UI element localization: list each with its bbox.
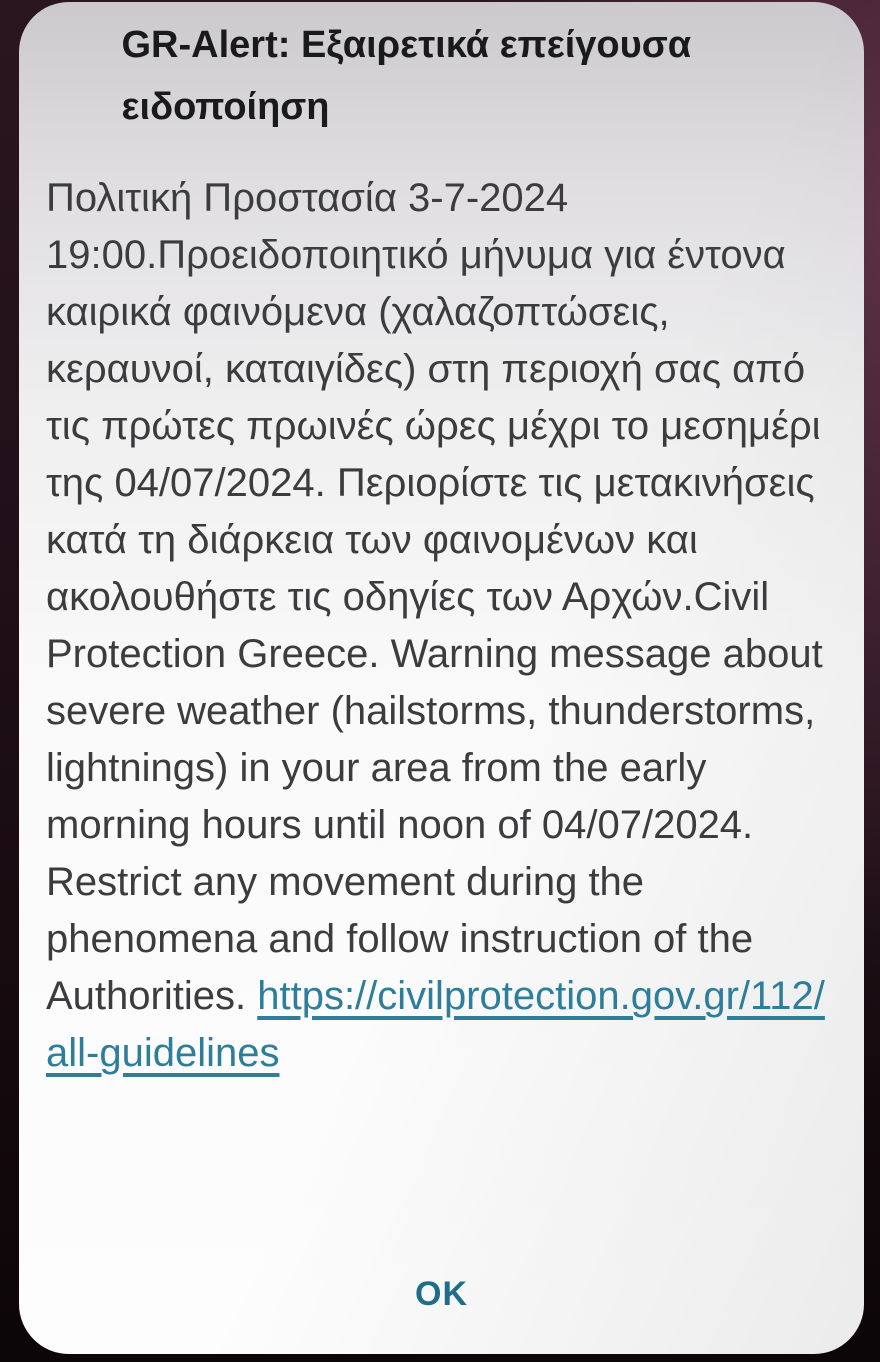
alert-message (46, 170, 830, 1082)
guidelines-link[interactable]: https://civilprotection.gov.gr/112/all-guidelines (46, 974, 825, 1075)
ok-button[interactable]: OK (375, 1259, 508, 1330)
dialog-title-container (19, 2, 864, 138)
alert-message-text: Πολιτική Προστασία 3-7-2024 19:00.Προειδοποιητικό μήνυμα για έντονα καιρικά φαινόμενα (χαλαζοπτώσεις, κεραυνοί, καταιγίδες) στη περιοχή σας από τις πρώτες πρωινές ώρες μέχρι το μεσημέρι της 04/07/2024. Περιορίστε τις μετακινήσεις κατά τη διάρκεια των φαινομένων και ακολουθήστε τις οδηγίες των Αρχών.Civil Protection Greece. Warning message about severe weather (hailstorms, thunderstorms, lightnings) in your area from the early morning hours until noon of 04/07/2024. Restrict any movement during the phenomena and follow instruction of the Authorities. (46, 176, 823, 1018)
dialog-button-bar (19, 1259, 864, 1330)
dialog-title: GR-Alert: Εξαιρετικά επείγουσα ειδοποίηση (121, 24, 692, 128)
emergency-alert-dialog (19, 2, 864, 1354)
